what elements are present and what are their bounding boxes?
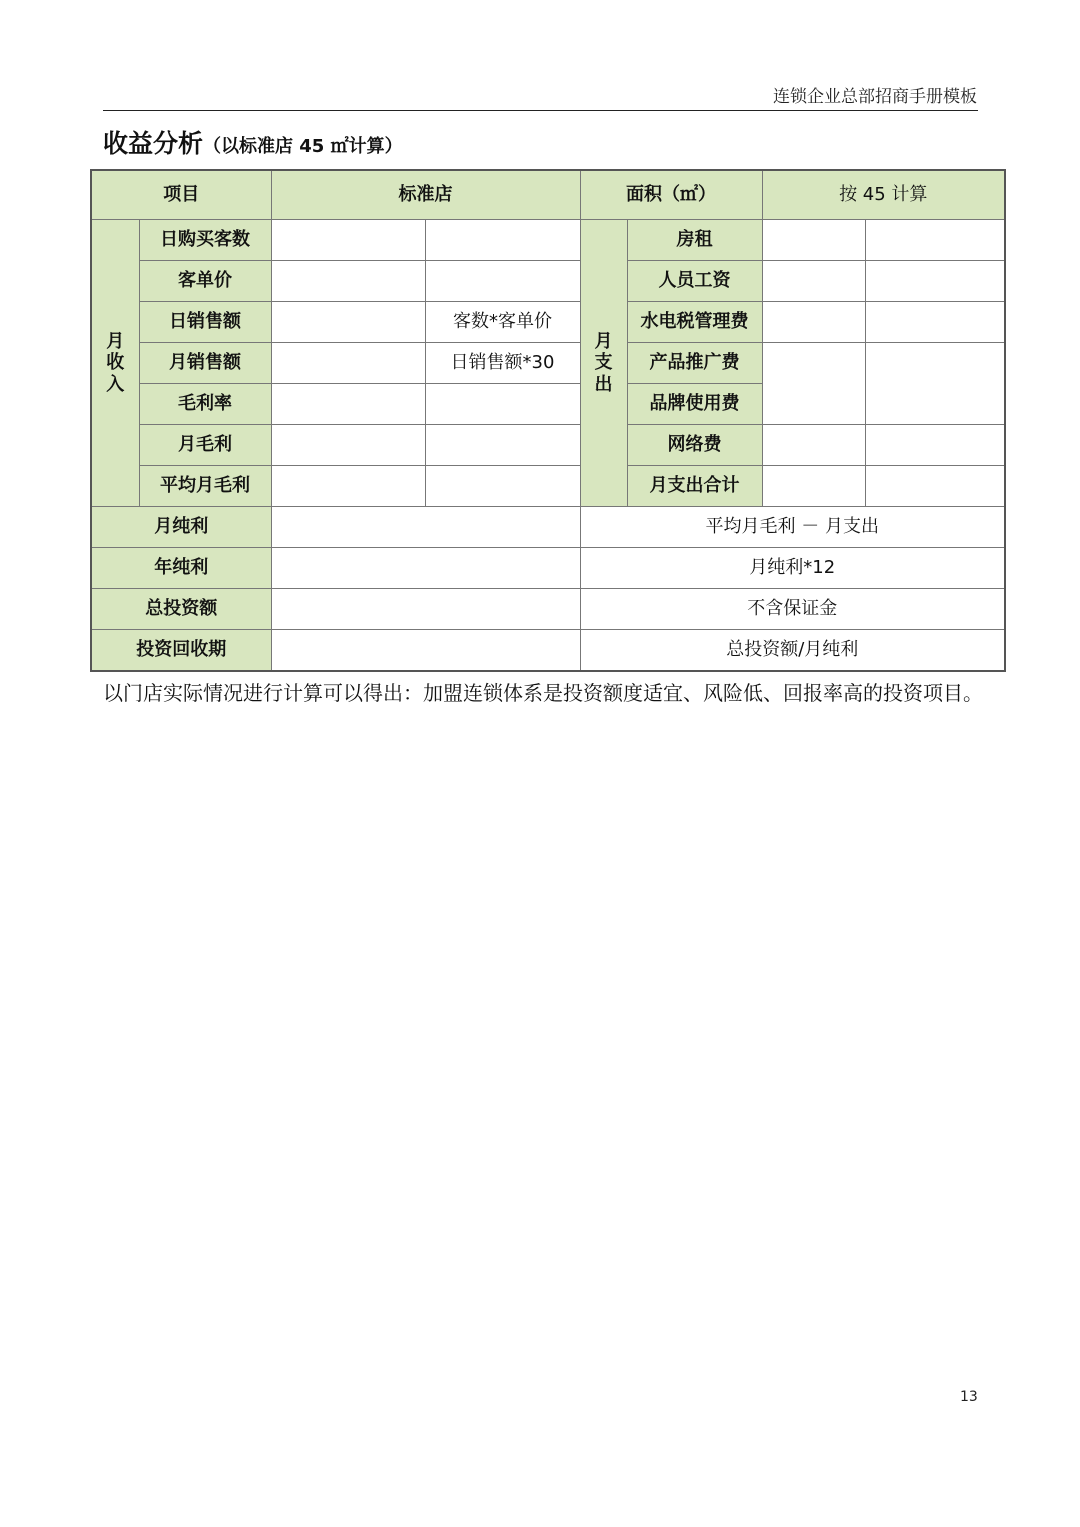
value-cell [271, 548, 580, 589]
header-item-cell: 项目 [91, 170, 271, 220]
value-cell [762, 343, 865, 425]
summary-row-label: 投资回收期 [91, 630, 271, 672]
value-cell [762, 220, 865, 261]
header-rule [103, 110, 978, 111]
value-cell [271, 384, 425, 425]
label-char: 月 [594, 330, 613, 352]
table-row [91, 548, 1005, 589]
section-title-subtitle: （以标准店 45 ㎡计算） [203, 136, 403, 157]
table-row [91, 630, 1005, 672]
label-char: 入 [106, 373, 125, 395]
expense-row-label: 网络费 [627, 425, 762, 466]
value-cell [865, 220, 1005, 261]
expense-row-label: 水电税管理费 [627, 302, 762, 343]
value-cell [865, 343, 1005, 425]
value-cell [762, 425, 865, 466]
income-row-label: 毛利率 [139, 384, 271, 425]
table-row [91, 589, 1005, 630]
expense-row-label: 月支出合计 [627, 466, 762, 507]
table-row [91, 220, 1005, 261]
value-cell [865, 425, 1005, 466]
note-cell: 客数*客单价 [425, 302, 580, 343]
value-cell [271, 466, 425, 507]
value-cell [271, 261, 425, 302]
header-area-cell: 面积（㎡） [580, 170, 762, 220]
summary-note-cell: 平均月毛利 － 月支出 [580, 507, 1005, 548]
value-cell [271, 220, 425, 261]
summary-row-label: 年纯利 [91, 548, 271, 589]
label-char: 支 [594, 352, 613, 374]
value-cell [762, 466, 865, 507]
value-cell [865, 302, 1005, 343]
revenue-analysis-table [90, 169, 1006, 672]
income-row-label: 平均月毛利 [139, 466, 271, 507]
note-cell [425, 261, 580, 302]
monthly-income-group-label [91, 220, 139, 507]
note-cell [425, 384, 580, 425]
table-row [91, 302, 1005, 343]
section-title-main: 收益分析 [103, 129, 204, 158]
summary-row-label: 总投资额 [91, 589, 271, 630]
note-cell: 日销售额*30 [425, 343, 580, 384]
expense-row-label: 品牌使用费 [627, 384, 762, 425]
value-cell [271, 425, 425, 466]
note-cell [425, 425, 580, 466]
value-cell [865, 261, 1005, 302]
summary-note-cell: 月纯利*12 [580, 548, 1005, 589]
summary-note-cell: 不含保证金 [580, 589, 1005, 630]
table-row [91, 261, 1005, 302]
expense-row-label: 人员工资 [627, 261, 762, 302]
value-cell [271, 343, 425, 384]
income-row-label: 月销售额 [139, 343, 271, 384]
label-char: 月 [106, 330, 125, 352]
table-header-row [91, 170, 1005, 220]
page-number: 13 [960, 1389, 978, 1405]
table-row [91, 466, 1005, 507]
conclusion-paragraph: 以门店实际情况进行计算可以得出：加盟连锁体系是投资额度适宜、风险低、回报率高的投资项目。 [103, 681, 983, 705]
running-header: 连锁企业总部招商手册模板 [773, 87, 977, 107]
summary-note-cell: 总投资额/月纯利 [580, 630, 1005, 672]
monthly-expense-group-label [580, 220, 627, 507]
value-cell [271, 507, 580, 548]
header-standard-cell: 标准店 [271, 170, 580, 220]
table-row [91, 425, 1005, 466]
income-row-label: 客单价 [139, 261, 271, 302]
header-calc-cell: 按 45 计算 [762, 170, 1005, 220]
income-row-label: 月毛利 [139, 425, 271, 466]
expense-row-label: 产品推广费 [627, 343, 762, 384]
value-cell [865, 466, 1005, 507]
table-row [91, 507, 1005, 548]
section-title [103, 124, 403, 160]
income-row-label: 日销售额 [139, 302, 271, 343]
value-cell [271, 589, 580, 630]
note-cell [425, 220, 580, 261]
expense-row-label: 房租 [627, 220, 762, 261]
label-char: 收 [106, 352, 125, 374]
note-cell [425, 466, 580, 507]
table-row [91, 343, 1005, 384]
label-char: 出 [594, 373, 613, 395]
value-cell [762, 302, 865, 343]
income-row-label: 日购买客数 [139, 220, 271, 261]
value-cell [762, 261, 865, 302]
summary-row-label: 月纯利 [91, 507, 271, 548]
value-cell [271, 630, 580, 672]
value-cell [271, 302, 425, 343]
